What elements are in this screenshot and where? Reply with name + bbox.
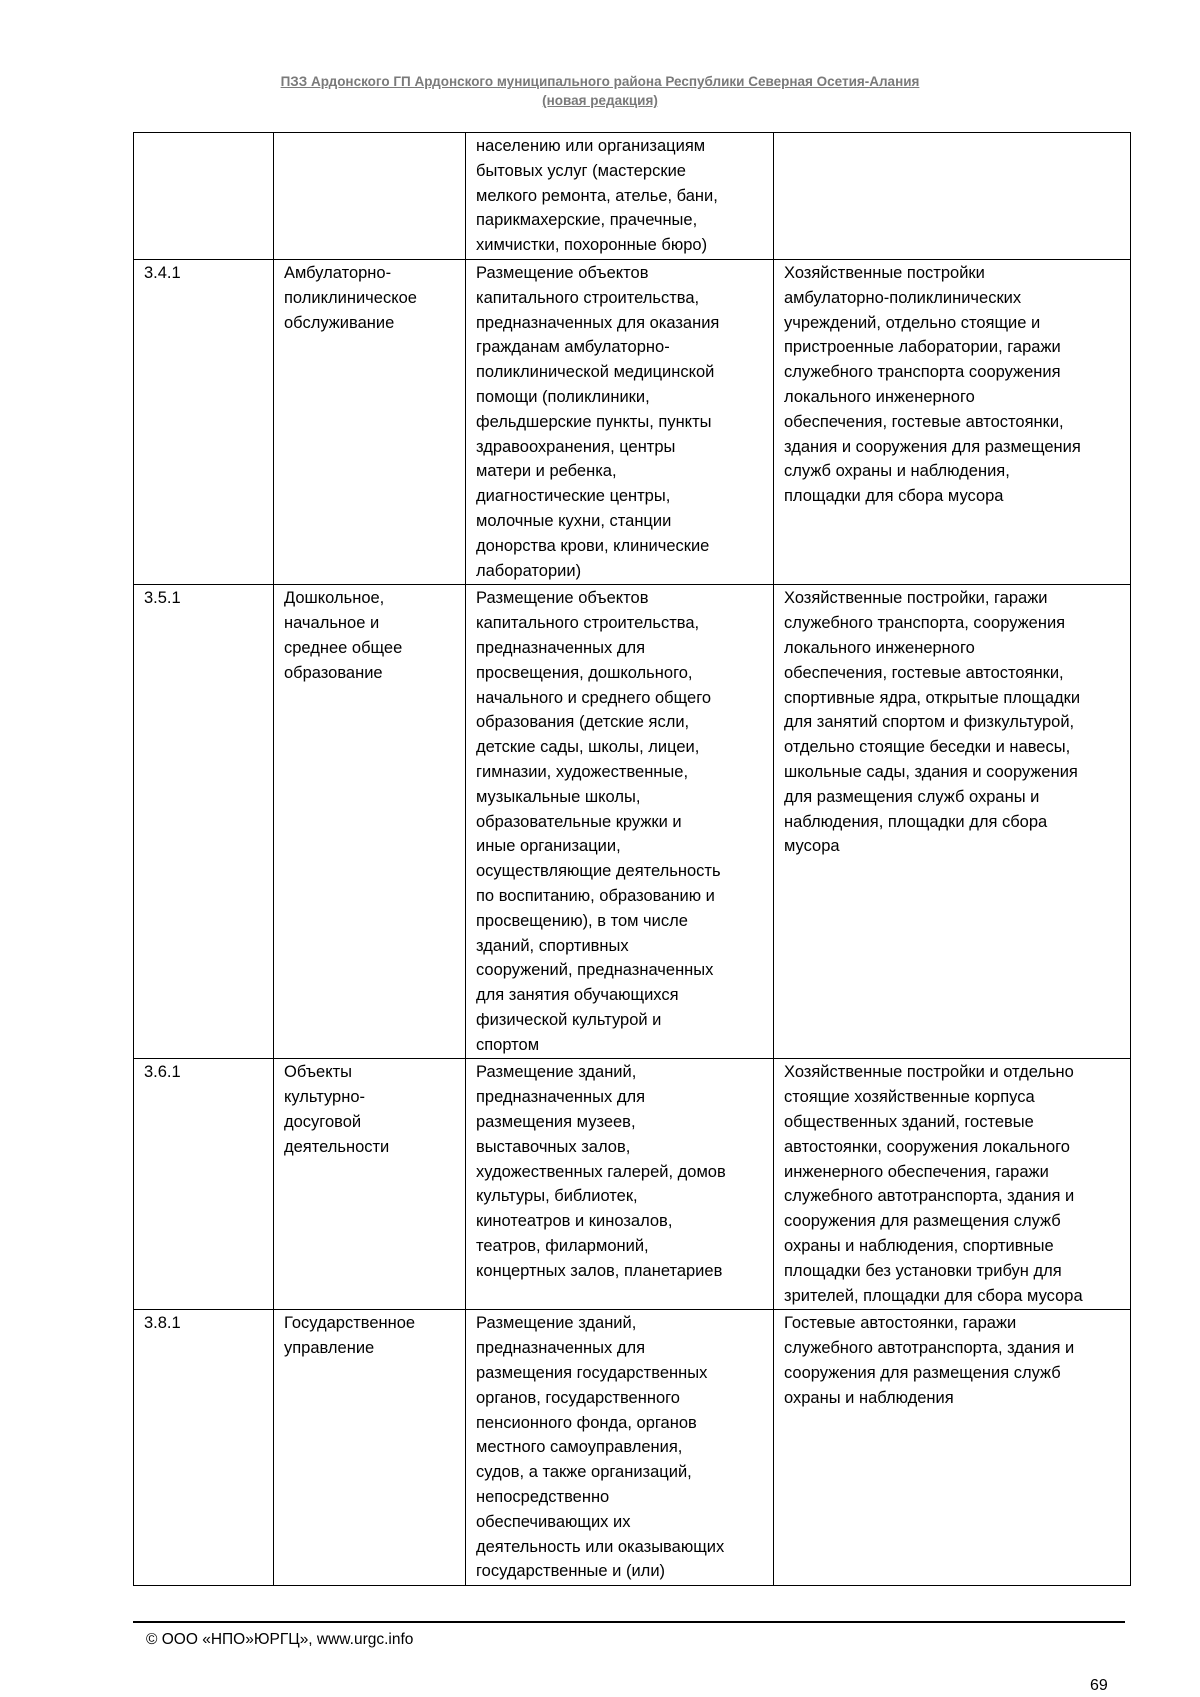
page-number: 69: [1090, 1677, 1108, 1694]
cell-use-name: [274, 133, 466, 260]
cell-description: Размещение зданий, предназначенных для размещения музеев, выставочных залов, художественных галерей, домов культуры, библиотек, кинотеатров и кинозалов, театров, филармоний, концертных залов, планетариев: [466, 1059, 774, 1310]
table-row: [134, 259, 1131, 584]
cell-description: населению или организациям бытовых услуг (мастерские мелкого ремонта, ателье, бани, парикмахерские, прачечные, химчистки, похоронные бюро): [466, 133, 774, 260]
cell-auxiliary-uses: Хозяйственные постройки, гаражи служебного транспорта, сооружения локального инженерного обеспечения, гостевые автостоянки, спортивные ядра, открытые площадки для занятий спортом и физкультурой, отдельно стоящие беседки и навесы, школьные сады, здания и сооружения для размещения служб охраны и наблюдения, площадки для сбора мусора: [774, 585, 1131, 1059]
footer-copyright: © ООО «НПО»ЮРГЦ», www.urgc.info: [146, 1631, 414, 1648]
table-row: [134, 1310, 1131, 1586]
cell-code: 3.8.1: [134, 1310, 274, 1586]
header-subtitle: (новая редакция): [542, 93, 658, 108]
cell-auxiliary-uses: [774, 133, 1131, 260]
cell-description: Размещение объектов капитального строительства, предназначенных для просвещения, дошкольного, начального и среднего общего образования (детские ясли, детские сады, школы, лицеи, гимназии, художественные, музыкальные школы, образовательные кружки и иные организации, осуществляющие деятельность по воспитанию, образованию и просвещению), в том числе зданий, спортивных сооружений, предназначенных для занятия обучающихся физической культурой и спортом: [466, 585, 774, 1059]
header-title: ПЗЗ Ардонского ГП Ардонского муниципального района Республики Северная Осетия-Алания: [280, 74, 920, 89]
cell-description: Размещение зданий, предназначенных для размещения государственных органов, государственного пенсионного фонда, органов местного самоуправления, судов, а также организаций, непосредственно обеспечивающих их деятельность или оказывающих государственные и (или): [466, 1310, 774, 1586]
cell-use-name: Государственное управление: [274, 1310, 466, 1586]
cell-code: 3.5.1: [134, 585, 274, 1059]
cell-description: Размещение объектов капитального строительства, предназначенных для оказания гражданам амбулаторно- поликлинической медицинской помощи (поликлиники, фельдшерские пункты, пункты здравоохранения, центры матери и ребенка, диагностические центры, молочные кухни, станции донорства крови, клинические лаборатории): [466, 259, 774, 584]
cell-code: 3.6.1: [134, 1059, 274, 1310]
table-row: [134, 133, 1131, 260]
land-use-table: [133, 132, 1131, 1586]
cell-code: 3.4.1: [134, 259, 274, 584]
cell-auxiliary-uses: Хозяйственные постройки и отдельно стоящие хозяйственные корпуса общественных зданий, гостевые автостоянки, сооружения локального инженерного обеспечения, гаражи служебного автотранспорта, здания и сооружения для размещения служб охраны и наблюдения, спортивные площадки без установки трибун для зрителей, площадки для сбора мусора: [774, 1059, 1131, 1310]
cell-use-name: Амбулаторно- поликлиническое обслуживание: [274, 259, 466, 584]
table-row: [134, 1059, 1131, 1310]
cell-code: [134, 133, 274, 260]
footer-divider: [133, 1621, 1125, 1623]
cell-auxiliary-uses: Хозяйственные постройки амбулаторно-поликлинических учреждений, отдельно стоящие и пристроенные лаборатории, гаражи служебного транспорта сооружения локального инженерного обеспечения, гостевые автостоянки, здания и сооружения для размещения служб охраны и наблюдения, площадки для сбора мусора: [774, 259, 1131, 584]
cell-use-name: Объекты культурно- досуговой деятельности: [274, 1059, 466, 1310]
document-header: [0, 72, 1200, 110]
cell-auxiliary-uses: Гостевые автостоянки, гаражи служебного автотранспорта, здания и сооружения для размещения служб охраны и наблюдения: [774, 1310, 1131, 1586]
cell-use-name: Дошкольное, начальное и среднее общее образование: [274, 585, 466, 1059]
table-row: [134, 585, 1131, 1059]
